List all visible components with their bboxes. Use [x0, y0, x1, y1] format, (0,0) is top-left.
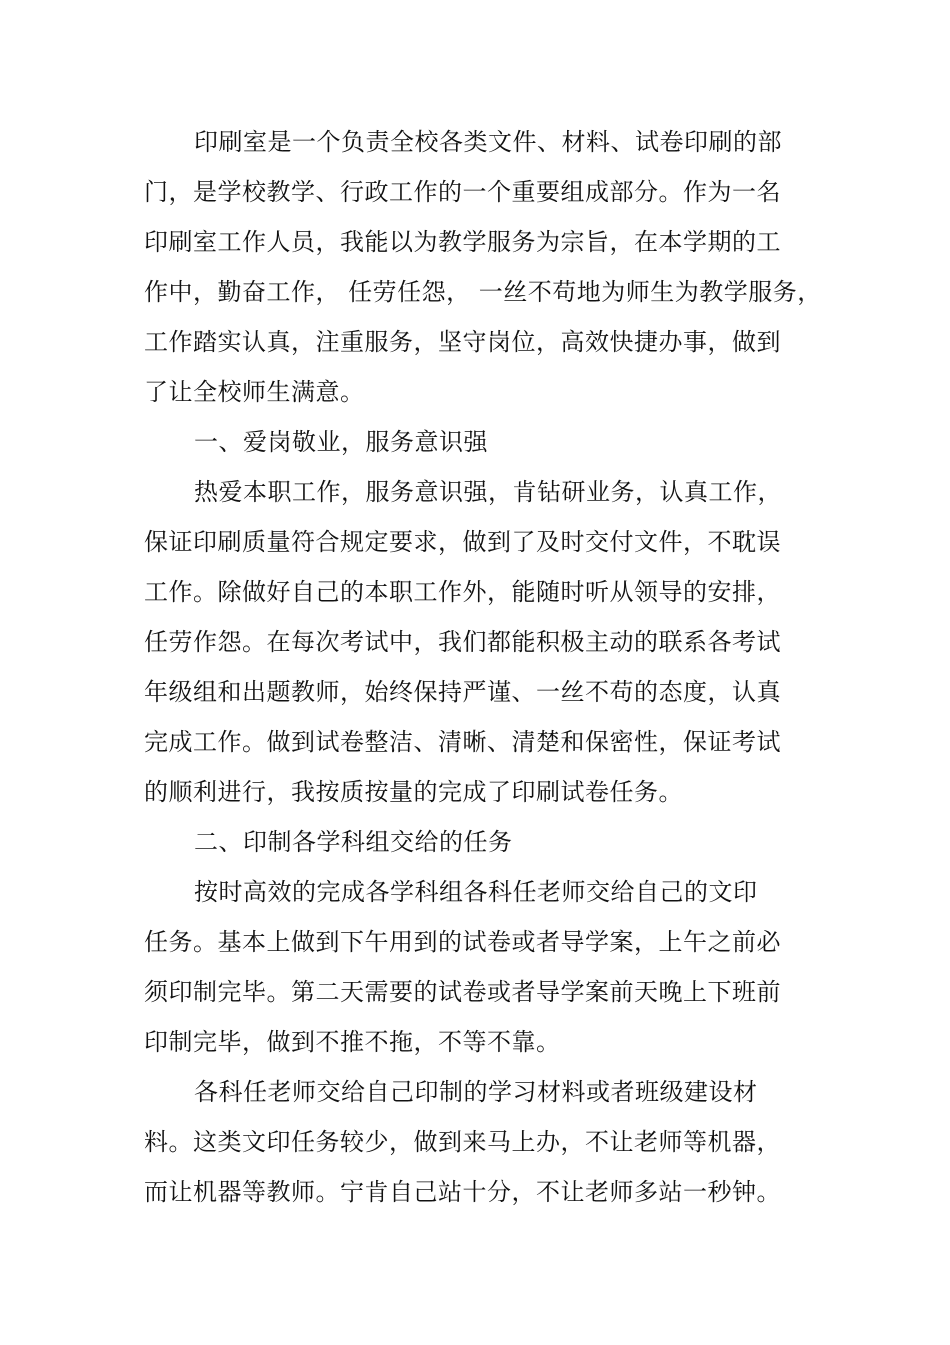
paragraph-line: 的顺利进行，我按质按量的完成了印刷试卷任务。 — [144, 778, 683, 806]
paragraph-line: 任劳作怨。在每次考试中，我们都能积极主动的联系各考试 — [144, 628, 781, 656]
paragraph-line: 门，是学校教学、行政工作的一个重要组成部分。作为一名 — [144, 178, 781, 206]
paragraph-line: 完成工作。做到试卷整洁、清晰、清楚和保密性，保证考试 — [144, 728, 781, 756]
paragraph-line: 印刷室工作人员，我能以为教学服务为宗旨，在本学期的工 — [144, 228, 781, 256]
section-heading: 一、爱岗敬业，服务意识强 — [194, 428, 488, 456]
paragraph-line: 印制完毕，做到不推不拖，不等不靠。 — [144, 1028, 561, 1056]
paragraph-line: 印刷室是一个负责全校各类文件、材料、试卷印刷的部 — [194, 128, 782, 156]
paragraph-line: 须印制完毕。第二天需要的试卷或者导学案前天晚上下班前 — [144, 978, 781, 1006]
paragraph-line: 各科任老师交给自己印制的学习材料或者班级建设材 — [194, 1078, 758, 1106]
paragraph-line: 料。这类文印任务较少，做到来马上办，不让老师等机器， — [144, 1128, 781, 1156]
paragraph-line: 保证印刷质量符合规定要求，做到了及时交付文件，不耽误 — [144, 528, 781, 556]
paragraph-line: 了让全校师生满意。 — [144, 378, 365, 406]
paragraph-line: 年级组和出题教师，始终保持严谨、一丝不苟的态度，认真 — [144, 678, 781, 706]
paragraph-line: 而让机器等教师。宁肯自己站十分，不让老师多站一秒钟。 — [144, 1178, 781, 1206]
paragraph-line: 工作踏实认真，注重服务，坚守岗位，高效快捷办事，做到 — [144, 328, 781, 356]
paragraph-line: 任务。基本上做到下午用到的试卷或者导学案，上午之前必 — [144, 928, 781, 956]
paragraph-line: 热爱本职工作，服务意识强，肯钻研业务，认真工作， — [194, 478, 782, 506]
paragraph-line: 作中，勤奋工作， 任劳任怨， 一丝不苟地为师生为教学服务， — [144, 278, 822, 306]
section-heading: 二、印制各学科组交给的任务 — [194, 828, 513, 856]
paragraph-line: 工作。除做好自己的本职工作外，能随时听从领导的安排， — [144, 578, 781, 606]
paragraph-line: 按时高效的完成各学科组各科任老师交给自己的文印 — [194, 878, 758, 906]
